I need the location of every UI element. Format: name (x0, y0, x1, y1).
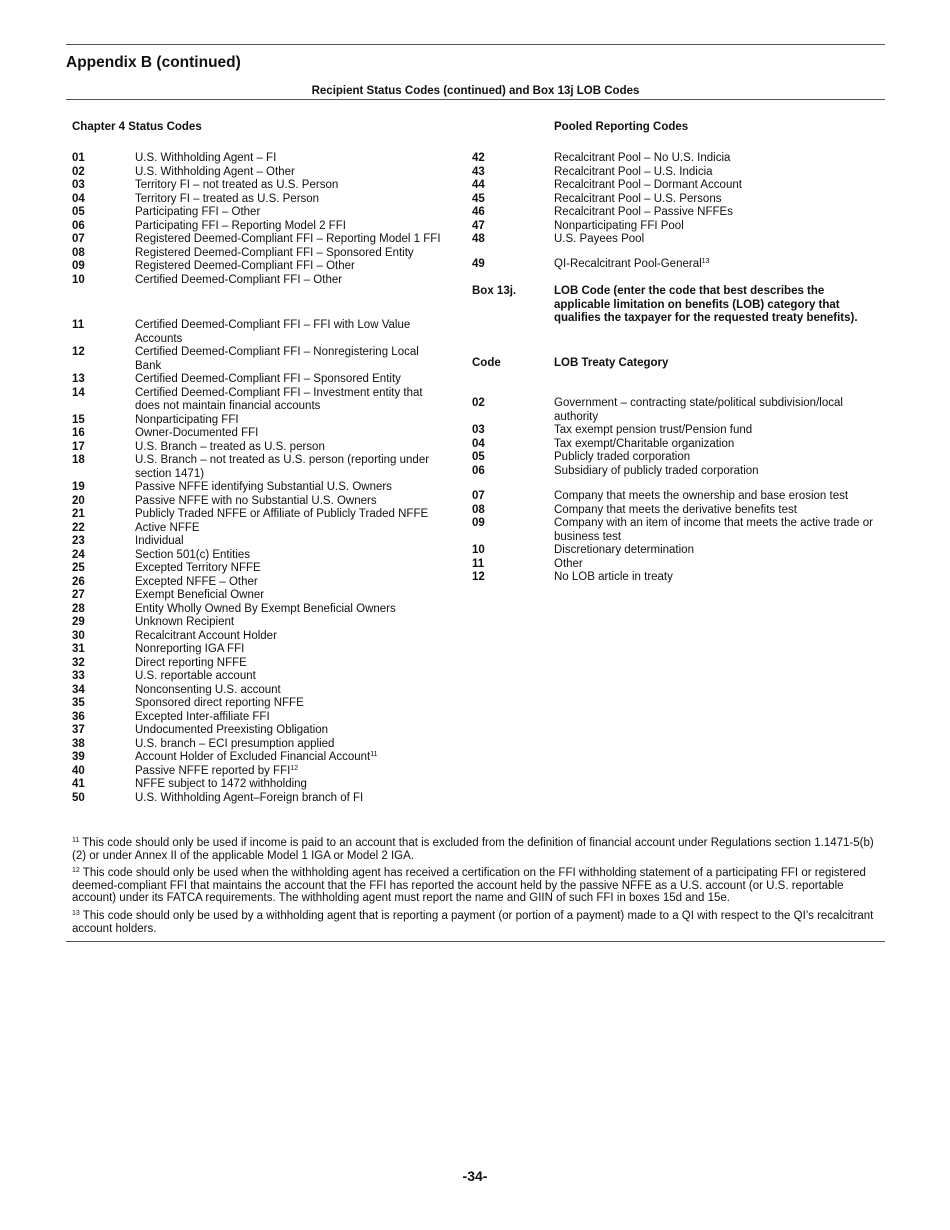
item-code: 42 (472, 152, 485, 164)
item-description (135, 179, 447, 193)
item-code: 03 (72, 179, 85, 191)
item-description (135, 670, 447, 684)
item-code: 29 (72, 616, 85, 628)
list-item (472, 424, 874, 438)
item-code: 41 (72, 778, 85, 790)
item-description-text: Excepted Territory NFFE (135, 562, 261, 574)
item-description (554, 465, 874, 479)
lob-category-header: LOB Treaty Category (554, 357, 669, 369)
item-code: 15 (72, 413, 85, 426)
footnote-11 (72, 837, 878, 862)
list-item (472, 465, 874, 479)
item-description (135, 724, 447, 738)
item-description-text: Owner-Documented FFI (135, 427, 259, 439)
item-description-text: U.S. Branch – treated as U.S. person (135, 440, 325, 453)
page-title: Appendix B (continued) (66, 54, 241, 71)
item-description (135, 589, 447, 603)
list-item (472, 220, 874, 234)
item-description (135, 508, 447, 522)
item-description-text: Registered Deemed-Compliant FFI – Sponsored Entity (135, 246, 414, 259)
item-code: 22 (72, 521, 85, 534)
item-code: 27 (72, 589, 85, 601)
item-description-text: Certified Deemed-Compliant FFI – Nonregistering Local Bank (135, 346, 419, 372)
list-item (472, 258, 874, 272)
list-item (72, 589, 447, 603)
item-description (554, 544, 874, 558)
item-description (554, 152, 874, 166)
item-code: 06 (72, 219, 85, 232)
item-code: 08 (472, 503, 485, 516)
footnote-13 (72, 910, 878, 935)
item-description (135, 220, 447, 234)
list-item (472, 152, 874, 166)
item-code: 45 (472, 192, 485, 205)
item-description-text: Excepted NFFE – Other (135, 575, 258, 588)
item-description (135, 711, 447, 725)
item-code: 02 (72, 165, 85, 178)
list-item (72, 260, 447, 274)
item-code: 04 (72, 192, 85, 205)
item-description-text: Publicly traded corporation (554, 451, 691, 463)
item-description-text: Registered Deemed-Compliant FFI – Reporting Model 1 FFI (135, 233, 441, 245)
list-item (72, 697, 447, 711)
item-code: 44 (472, 179, 485, 191)
item-description (135, 684, 447, 698)
item-description (135, 193, 447, 207)
item-code: 37 (72, 724, 85, 736)
item-description-text: Passive NFFE identifying Substantial U.S. Owners (135, 481, 392, 493)
item-description (135, 697, 447, 711)
list-item (72, 576, 447, 590)
item-code: 16 (72, 427, 85, 439)
item-description (135, 206, 447, 220)
list-item (472, 517, 874, 544)
list-item (72, 274, 447, 288)
list-item (472, 233, 874, 247)
item-description (554, 206, 874, 220)
footnote-number: 11 (72, 837, 80, 844)
item-description (554, 397, 874, 424)
item-code: 23 (72, 535, 85, 547)
item-description-text: Discretionary determination (554, 544, 694, 556)
item-description (135, 792, 447, 806)
item-code: 14 (72, 386, 85, 399)
list-item (72, 562, 447, 576)
item-description (135, 346, 447, 373)
footnote-12 (72, 867, 878, 905)
item-description-text: Section 501(c) Entities (135, 548, 251, 561)
item-code: 11 (72, 319, 85, 331)
item-description (554, 504, 874, 518)
item-code: 21 (72, 508, 85, 520)
list-item (72, 481, 447, 495)
list-item (72, 765, 447, 779)
list-item (72, 738, 447, 752)
list-item (72, 751, 447, 765)
item-code: 50 (72, 791, 85, 804)
list-item (72, 179, 447, 193)
item-description (554, 258, 874, 272)
list-item (72, 711, 447, 725)
item-description-text: Government – contracting state/political subdivision/local authority (554, 397, 843, 423)
list-item (472, 397, 874, 424)
list-item (72, 319, 447, 346)
item-code: 12 (472, 571, 485, 583)
item-description-text: QI-Recalcitrant Pool-General (554, 257, 702, 270)
item-description-text: Nonparticipating FFI Pool (554, 219, 684, 232)
item-description (554, 558, 874, 572)
item-code: 20 (72, 494, 85, 507)
item-description (135, 738, 447, 752)
item-description (554, 233, 874, 247)
item-description (135, 549, 447, 563)
item-code: 07 (72, 233, 85, 245)
page-number: -34- (462, 1168, 488, 1184)
box13j-row (472, 285, 874, 326)
pooled-header: Pooled Reporting Codes (554, 121, 689, 133)
list-item (72, 684, 447, 698)
list-item (72, 373, 447, 387)
item-description (135, 495, 447, 509)
item-code: 09 (72, 260, 85, 272)
item-code: 03 (472, 424, 485, 436)
item-description (554, 451, 874, 465)
list-item (72, 193, 447, 207)
item-code: 26 (72, 575, 85, 588)
item-description (554, 490, 874, 504)
list-item (72, 657, 447, 671)
item-description-text: Certified Deemed-Compliant FFI – FFI with Low Value Accounts (135, 319, 411, 345)
list-item (472, 451, 874, 465)
item-description-text: Certified Deemed-Compliant FFI – Investment entity that does not maintain financial accounts (135, 386, 423, 412)
footnote-text: This code should only be used by a withholding agent that is reporting a payment (or portion of a payment) made to a QI with respect to the QI’s recalcitrant account holders. (72, 910, 874, 935)
item-code: 31 (72, 643, 85, 655)
item-description (135, 481, 447, 495)
list-item (472, 179, 874, 193)
item-description-text: Certified Deemed-Compliant FFI – Other (135, 273, 343, 286)
list-item (72, 603, 447, 617)
item-code: 47 (472, 219, 485, 232)
item-description (135, 373, 447, 387)
item-code: 10 (472, 544, 485, 556)
list-item (72, 441, 447, 455)
list-item (472, 490, 874, 504)
item-description (135, 166, 447, 180)
footnote-text: This code should only be used when the withholding agent has received a certification on the FFI withholding statement of a participating FFI or registered deemed-compliant FFI that maintains the account that the FFI has reported the account held by the passive NFFE as a U.S. account (or U.S. reportable account) under its FATCA requirements. The withholding agent must report the name and GIIN of such FFI in boxes 15d and 15e. (72, 867, 866, 904)
item-code: 46 (472, 206, 485, 218)
chapter4-code-list (72, 152, 447, 805)
item-description-text: Subsidiary of publicly traded corporation (554, 464, 759, 477)
item-description (554, 166, 874, 180)
item-code: 48 (472, 233, 485, 245)
list-item (72, 508, 447, 522)
item-description-text: Excepted Inter-affiliate FFI (135, 710, 270, 723)
item-description (554, 424, 874, 438)
item-description-text: Sponsored direct reporting NFFE (135, 697, 304, 709)
item-description (135, 152, 447, 166)
item-description (554, 517, 874, 544)
item-description (135, 319, 447, 346)
item-description (135, 765, 447, 779)
list-item (72, 792, 447, 806)
item-code: 12 (72, 346, 85, 358)
item-code: 35 (72, 697, 85, 709)
item-description (135, 260, 447, 274)
item-description (135, 778, 447, 792)
item-description-text: Individual (135, 535, 184, 547)
item-code: 28 (72, 602, 85, 615)
list-item (72, 535, 447, 549)
item-description-text: Active NFFE (135, 521, 200, 534)
item-description (135, 387, 447, 414)
item-description-text: Recalcitrant Pool – U.S. Indicia (554, 165, 713, 178)
list-item (72, 233, 447, 247)
item-code: 07 (472, 490, 485, 502)
item-description-text: Exempt Beneficial Owner (135, 589, 265, 601)
item-description (135, 535, 447, 549)
item-description-text: Territory FI – treated as U.S. Person (135, 192, 320, 205)
list-item (72, 247, 447, 261)
item-description (554, 179, 874, 193)
list-item (472, 571, 874, 585)
list-item (72, 522, 447, 536)
item-description-text: Recalcitrant Pool – Dormant Account (554, 179, 742, 191)
item-code: 19 (72, 481, 85, 493)
item-description-text: Passive NFFE with no Substantial U.S. Owners (135, 494, 377, 507)
item-description (135, 522, 447, 536)
list-item (472, 166, 874, 180)
list-item (72, 670, 447, 684)
list-item (72, 616, 447, 630)
item-description-text: Company with an item of income that meets the active trade or business test (554, 517, 873, 543)
item-code: 02 (472, 397, 485, 409)
bottom-rule (66, 941, 885, 942)
item-description-text: U.S. branch – ECI presumption applied (135, 737, 335, 750)
list-item (72, 414, 447, 428)
item-description-text: U.S. Withholding Agent – FI (135, 152, 277, 164)
list-item (472, 438, 874, 452)
item-description (135, 630, 447, 644)
item-description (135, 427, 447, 441)
list-item (72, 724, 447, 738)
list-item (72, 220, 447, 234)
item-code: 17 (72, 440, 85, 453)
item-description-text: U.S. Payees Pool (554, 233, 645, 245)
item-description-text: NFFE subject to 1472 withholding (135, 778, 307, 790)
item-description-text: Tax exempt/Charitable organization (554, 437, 735, 450)
list-item (72, 346, 447, 373)
top-rule (66, 44, 885, 45)
item-description-text: U.S. Withholding Agent – Other (135, 165, 295, 178)
item-code: 38 (72, 737, 85, 750)
item-description-text: U.S. Withholding Agent–Foreign branch of FI (135, 791, 364, 804)
list-item (72, 643, 447, 657)
list-item (72, 630, 447, 644)
chapter4-header: Chapter 4 Status Codes (72, 121, 202, 133)
item-description-text: Tax exempt pension trust/Pension fund (554, 424, 753, 436)
item-description-text: Registered Deemed-Compliant FFI – Other (135, 260, 355, 272)
item-code: 25 (72, 562, 85, 574)
item-description-text: Participating FFI – Reporting Model 2 FFI (135, 219, 346, 232)
item-description-text: Direct reporting NFFE (135, 656, 247, 669)
item-description-text: Nonreporting IGA FFI (135, 643, 245, 655)
item-description (135, 454, 447, 481)
item-code: 01 (72, 152, 85, 164)
footnote-number: 13 (72, 910, 80, 917)
item-code: 43 (472, 165, 485, 178)
item-code: 40 (72, 764, 85, 777)
item-description (135, 562, 447, 576)
item-description (135, 657, 447, 671)
item-description-text: Participating FFI – Other (135, 206, 261, 218)
list-item (72, 166, 447, 180)
item-description-text: Nonparticipating FFI (135, 413, 239, 426)
item-description-text: Recalcitrant Account Holder (135, 629, 277, 642)
item-description (554, 571, 874, 585)
list-item (472, 544, 874, 558)
item-code: 33 (72, 670, 85, 682)
list-item (72, 387, 447, 414)
item-code: 09 (472, 517, 485, 529)
item-description-text: Passive NFFE reported by FFI (135, 764, 291, 777)
item-code: 08 (72, 246, 85, 259)
item-description (135, 576, 447, 590)
item-description-text: Publicly Traded NFFE or Affiliate of Publicly Traded NFFE (135, 508, 429, 520)
list-item (72, 152, 447, 166)
list-item (72, 206, 447, 220)
item-description (135, 414, 447, 428)
footnote-text: This code should only be used if income is paid to an account that is excluded from the definition of financial account under Regulations section 1.1471-5(b)(2) or under Annex II of the applicable Model 1 IGA or Model 2 IGA. (72, 837, 874, 862)
item-code: 04 (472, 437, 485, 450)
item-code: 13 (72, 373, 85, 385)
item-code: 24 (72, 548, 85, 561)
subtitle-rule (66, 99, 885, 100)
item-description-text: U.S. reportable account (135, 670, 256, 682)
list-item (72, 454, 447, 481)
item-code: 34 (72, 683, 85, 696)
item-description (135, 233, 447, 247)
lob-code-list (472, 397, 874, 585)
item-code: 06 (472, 464, 485, 477)
item-code: 39 (72, 751, 85, 763)
item-description-text: Territory FI – not treated as U.S. Person (135, 179, 339, 191)
item-code: 49 (472, 257, 485, 270)
item-description-text: Company that meets the derivative benefits test (554, 503, 797, 516)
list-item (472, 206, 874, 220)
box13j-description: LOB Code (enter the code that best describes the applicable limitation on benefits (LOB) category that qualifies the taxpayer for the requested treaty benefits). (554, 285, 858, 324)
item-description-text: Other (554, 557, 583, 570)
item-description-text: Entity Wholly Owned By Exempt Beneficial Owners (135, 602, 396, 615)
footnote-ref: 13 (701, 257, 710, 265)
item-description-text: Unknown Recipient (135, 616, 235, 628)
item-description-text: Company that meets the ownership and base erosion test (554, 490, 849, 502)
item-description-text: Recalcitrant Pool – No U.S. Indicia (554, 152, 731, 164)
lob-code-header: Code (472, 357, 501, 369)
item-description (135, 441, 447, 455)
item-description-text: Account Holder of Excluded Financial Account (135, 751, 371, 763)
item-description (135, 603, 447, 617)
box13j-label: Box 13j. (472, 285, 517, 297)
item-description-text: U.S. Branch – not treated as U.S. person (reporting under section 1471) (135, 454, 430, 480)
item-description (135, 247, 447, 261)
item-code: 36 (72, 710, 85, 723)
item-description (554, 193, 874, 207)
item-description (135, 643, 447, 657)
item-code: 18 (72, 454, 85, 466)
item-code: 11 (472, 557, 485, 570)
list-item (72, 549, 447, 563)
item-description (135, 616, 447, 630)
footnote-number: 12 (72, 867, 80, 874)
list-item (472, 504, 874, 518)
list-item (472, 193, 874, 207)
list-item (72, 778, 447, 792)
item-code: 10 (72, 273, 85, 286)
item-description (135, 751, 447, 765)
item-code: 05 (472, 451, 485, 463)
item-description-text: Undocumented Preexisting Obligation (135, 724, 329, 736)
footnote-ref: 12 (290, 764, 299, 772)
footnote-ref: 11 (370, 751, 378, 758)
pooled-code-list (472, 152, 874, 271)
item-code: 30 (72, 629, 85, 642)
list-item (472, 558, 874, 572)
item-description-text: No LOB article in treaty (554, 571, 673, 583)
item-description-text: Recalcitrant Pool – U.S. Persons (554, 192, 722, 205)
item-description (554, 438, 874, 452)
list-item (72, 495, 447, 509)
item-code: 05 (72, 206, 85, 218)
section-subtitle: Recipient Status Codes (continued) and Box 13j LOB Codes (311, 85, 640, 97)
item-code: 32 (72, 656, 85, 669)
item-description (554, 220, 874, 234)
item-description (135, 274, 447, 288)
item-description-text: Recalcitrant Pool – Passive NFFEs (554, 206, 733, 218)
item-description-text: Nonconsenting U.S. account (135, 683, 281, 696)
item-description-text: Certified Deemed-Compliant FFI – Sponsored Entity (135, 373, 401, 385)
list-item (72, 427, 447, 441)
